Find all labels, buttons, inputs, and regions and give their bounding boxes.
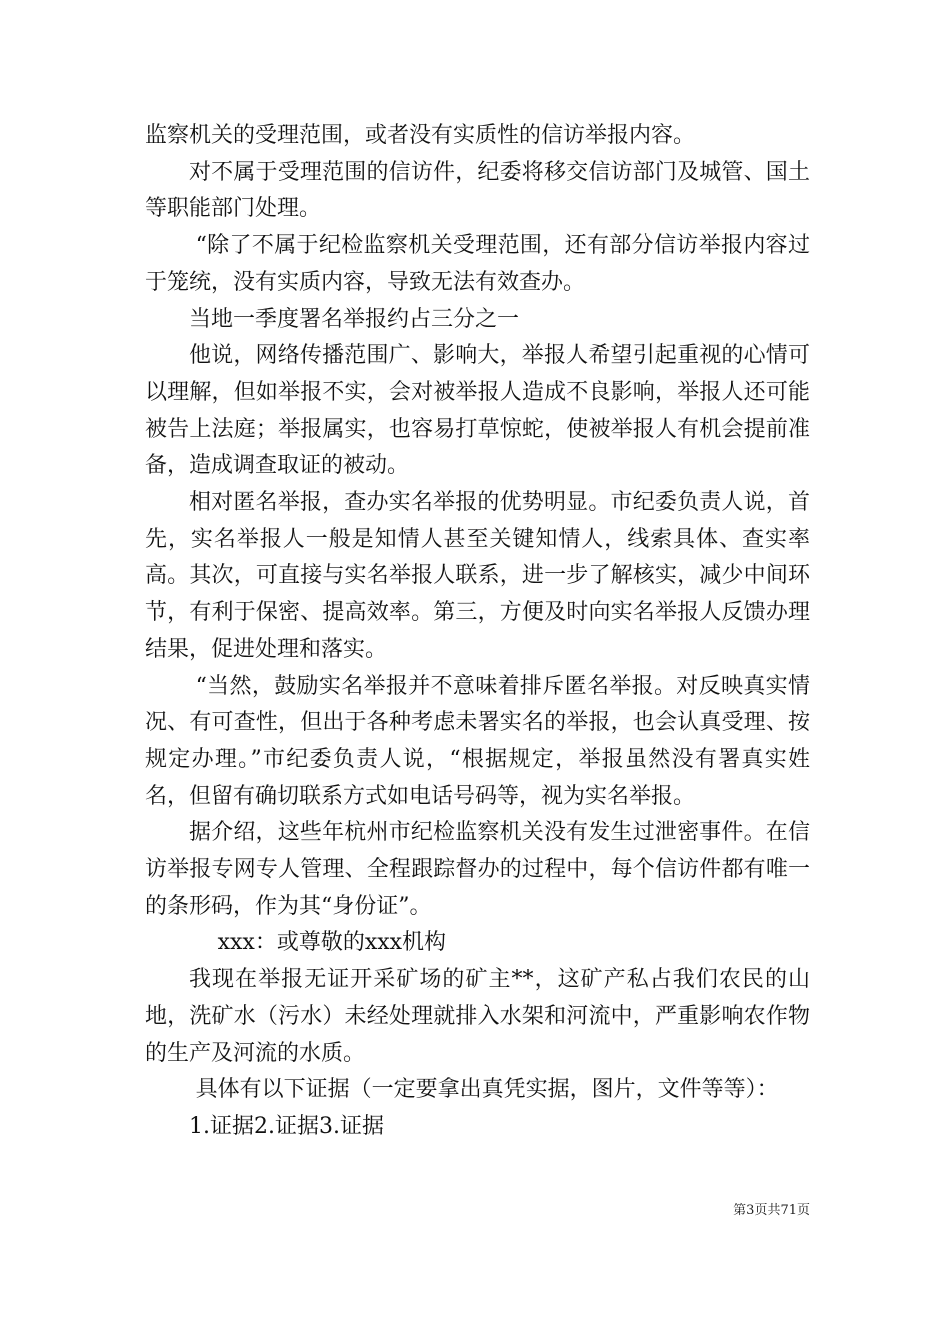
letter-evidence-intro: 具体有以下证据（一定要拿出真凭实据，图片，文件等等）： <box>195 1077 779 1103</box>
document-body <box>145 118 810 1146</box>
page-number-footer: 第3页共71页 <box>733 1203 810 1218</box>
paragraph-anonymous-report: “当然，鼓励实名举报并不意味着排斥匿名举报。对反映真实情况、有可查性，但出于各种考虑未署实名的举报，也会认真受理、按规定办理。”市纪委负责人说，“根据规定，举报虽然没有署真实姓名，但留有确切联系方式如电话号码等，视为实名举报。 <box>145 673 810 809</box>
paragraph-transfer: 对不属于受理范围的信访件，纪委将移交信访部门及城管、国土等职能部门处理。 <box>145 159 810 222</box>
paragraph-continuation: 监察机关的受理范围，或者没有实质性的信访举报内容。 <box>145 123 696 148</box>
letter-body: 我现在举报无证开采矿场的矿主**，这矿产私占我们农民的山地，洗矿水（污水）未经处理就排入水架和河流中，严重影响农作物的生产及河流的水质。 <box>145 967 810 1066</box>
paragraph-quote-scope: “除了不属于纪检监察机关受理范围，还有部分信访举报内容过于笼统，没有实质内容，导致无法有效查办。 <box>145 233 810 295</box>
letter-salutation: xxx：或尊敬的xxx机构 <box>217 930 447 956</box>
paragraph-network-report: 他说，网络传播范围广、影响大，举报人希望引起重视的心情可以理解，但如举报不实，会对被举报人造成不良影响，举报人还可能被告上法庭；举报属实，也容易打草惊蛇，使被举报人有机会提前准备，造成调查取证的被动。 <box>145 343 810 479</box>
paragraph-real-name-advantage: 相对匿名举报，查办实名举报的优势明显。市纪委负责人说，首先，实名举报人一般是知情人甚至关键知情人，线索具体、查实率高。其次，可直接与实名举报人联系，进一步了解核实，减少中间环节，有利于保密、提高效率。第三，方便及时向实名举报人反馈办理结果，促进处理和落实。 <box>145 490 810 662</box>
section-heading: 当地一季度署名举报约占三分之一 <box>189 306 520 332</box>
paragraph-confidentiality: 据介绍，这些年杭州市纪检监察机关没有发生过泄密事件。在信访举报专网专人管理、全程跟踪督办的过程中，每个信访件都有唯一的条形码，作为其“身份证”。 <box>145 820 810 919</box>
letter-evidence-list: 1.证据2.证据3.证据 <box>189 1113 384 1139</box>
